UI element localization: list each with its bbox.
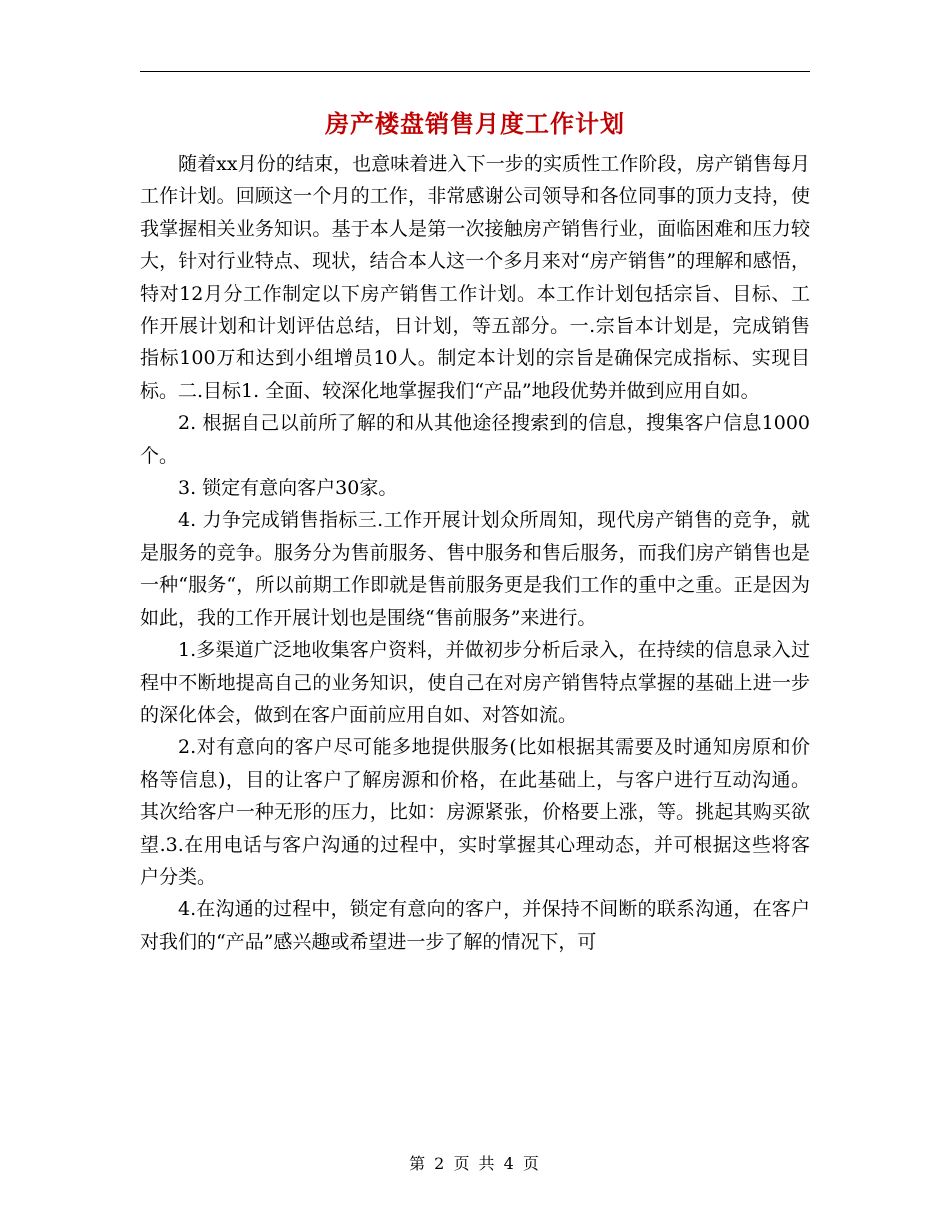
header-rule xyxy=(140,71,810,72)
paragraph-goal-3: 3. 锁定有意向客户30家。 xyxy=(178,477,398,500)
page-number: 第 2 页 共 4 页 xyxy=(409,1154,541,1173)
paragraph-plan-2: 2.对有意向的客户尽可能多地提供服务(比如根据其需要及时通知房原和价格等信息)，目的让客户了解房源和价格，在此基础上，与客户进行互动沟通。其次给客户一种无形的压力，比如：房源紧张，价格要上涨，等。挑起其购买欲望.3.在用电话与客户沟通的过程中，实时掌握其心理动态，并可根据这些将客户分类。 xyxy=(140,736,810,888)
paragraph-plan-1: 1.多渠道广泛地收集客户资料，并做初步分析后录入，在持续的信息录入过程中不断地提高自己的业务知识，使自己在对房产销售特点掌握的基础上进一步的深化体会，做到在客户面前应用自如、对答如流。 xyxy=(140,639,810,726)
document-body xyxy=(140,148,810,958)
paragraph-plan-4: 4.在沟通的过程中，锁定有意向的客户，并保持不间断的联系沟通，在客户对我们的“产品”感兴趣或希望进一步了解的情况下，可 xyxy=(140,898,810,953)
paragraph-goal-4-plan: 4. 力争完成销售指标三.工作开展计划众所周知，现代房产销售的竞争，就是服务的竞争。服务分为售前服务、售中服务和售后服务，而我们房产销售也是一种“服务“，所以前期工作即就是售前服务更是我们工作的重中之重。正是因为如此，我的工作开展计划也是围绕“售前服务”来进行。 xyxy=(140,509,810,629)
document-title: 房产楼盘销售月度工作计划 xyxy=(325,109,625,138)
paragraph-goal-2: 2. 根据自己以前所了解的和从其他途径搜索到的信息，搜集客户信息1000个。 xyxy=(140,412,810,467)
paragraph-intro: 随着xx月份的结束，也意味着进入下一步的实质性工作阶段，房产销售每月工作计划。回顾这一个月的工作，非常感谢公司领导和各位同事的顶力支持，使我掌握相关业务知识。基于本人是第一次接触房产销售行业，面临困难和压力较大，针对行业特点、现状，结合本人这一个多月来对“房产销售”的理解和感悟，特对12月分工作制定以下房产销售工作计划。本工作计划包括宗旨、目标、工作开展计划和计划评估总结，日计划，等五部分。一.宗旨本计划是，完成销售指标100万和达到小组增员10人。制定本计划的宗旨是确保完成指标、实现目标。二.目标1. 全面、较深化地掌握我们“产品”地段优势并做到应用自如。 xyxy=(140,153,810,402)
